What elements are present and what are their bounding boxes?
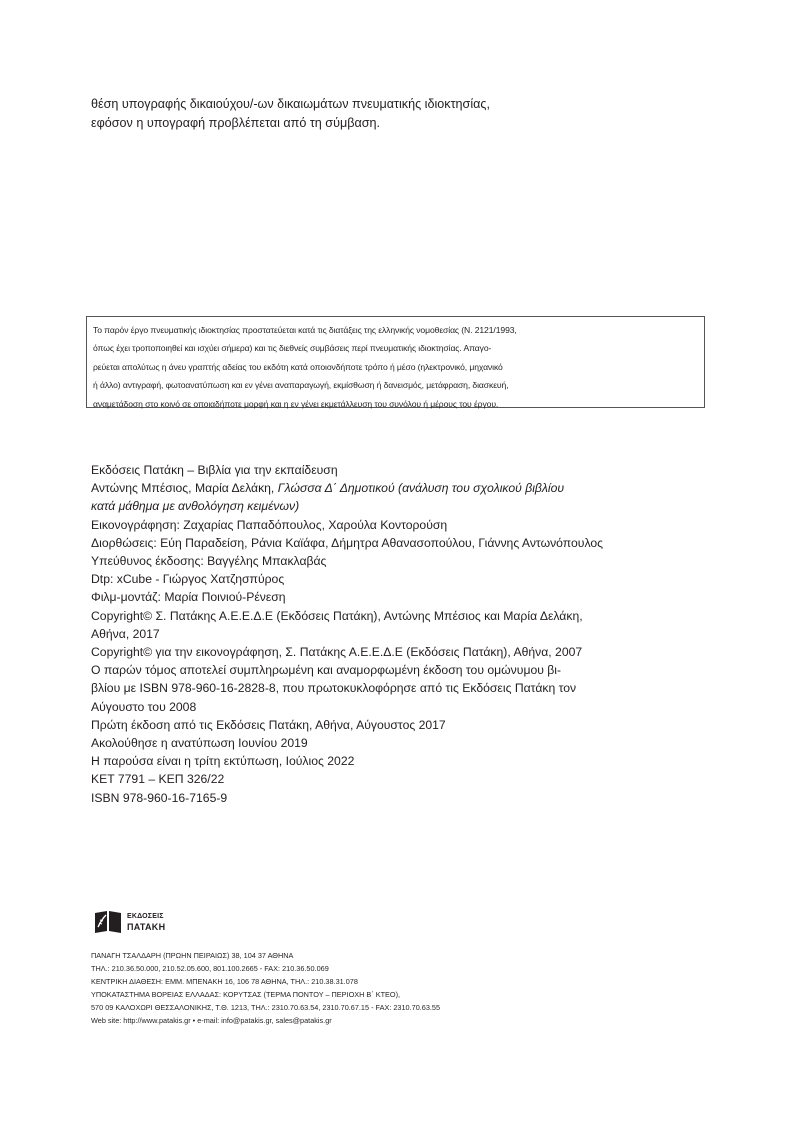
edition-note: Ο παρών τόμος αποτελεί συμπληρωμένη και αναμορφωμένη έκδοση του ομώνυμου βι-: [91, 663, 562, 678]
web-contact-line: Web site: http://www.patakis.gr • e-mail: info@patakis.gr, sales@patakis.gr: [91, 1016, 332, 1026]
first-edition: Πρώτη έκδοση από τις Εκδόσεις Πατάκη, Αθήνα, Αύγουστος 2017: [91, 717, 446, 732]
catalog-codes: ΚΕΤ 7791 – ΚΕΠ 326/22: [91, 772, 225, 787]
note-line: θέση υπογραφής δικαιούχου/-ων δικαιωμάτων πνευματικής ιδιοκτησίας,: [91, 97, 490, 111]
illustration-credit: Εικονογράφηση: Ζαχαρίας Παπαδόπουλος, Χαρούλα Κοντορούση: [91, 517, 448, 532]
book-title-continued: κατά μάθημα με ανθολόγηση κειμένων): [91, 499, 300, 514]
note-line: εφόσον η υπογραφή προβλέπεται από τη σύμβαση.: [91, 116, 381, 130]
illustration-copyright: Copyright© για την εικονογράφηση, Σ. Πατάκης Α.Ε.Ε.Δ.Ε (Εκδόσεις Πατάκη), Αθήνα, 2007: [91, 645, 583, 660]
publication-credits: [91, 461, 731, 807]
publisher-address: [91, 949, 711, 1028]
notice-line: Το παρόν έργο πνευματικής ιδιοκτησίας προστατεύεται κατά τις διατάξεις της ελληνικής νομοθεσίας (Ν. 2121/1993,: [93, 325, 517, 335]
notice-line: αναμετάδοση στο κοινό σε οποιαδήποτε μορφή και η εν γένει εκμετάλλευση του συνόλου ή μέρους του έργου.: [93, 398, 499, 409]
current-printing: Η παρούσα είναι η τρίτη εκτύπωση, Ιούλιος 2022: [91, 754, 355, 769]
authors-title-line: [91, 479, 731, 497]
logo-text-line2: ΠΑΤΑΚΗ: [127, 922, 166, 932]
address-line: ΠΑΝΑΓΗ ΤΣΑΛΔΑΡΗ (ΠΡΩΗΝ ΠΕΙΡΑΙΩΣ) 38, 104 37 ΑΘΗΝΑ: [91, 951, 294, 960]
reprint-note: Ακολούθησε η ανατύπωση Ιουνίου 2019: [91, 736, 308, 751]
dtp-credit: Dtp: xCube - Γιώργος Χατζησπύρος: [91, 572, 285, 587]
publisher-book-emblem-icon: [93, 909, 123, 935]
phone-line: ΤΗΛ.: 210.36.50.000, 210.52.05.600, 801.100.2665 - FAX: 210.36.50.069: [91, 964, 329, 974]
branch-line: ΥΠΟΚΑΤΑΣΤΗΜΑ ΒΟΡΕΙΑΣ ΕΛΛΑΔΑΣ: ΚΟΡΥΤΣΑΣ (ΤΕΡΜΑ ΠΟΝΤΟΥ – ΠΕΡΙΟΧΗ Β΄ ΚΤΕΟ),: [91, 990, 401, 1000]
notice-line: ή άλλο) αντιγραφή, φωτοανατύπωση και εν γένει αναπαραγωγή, εκμίσθωση ή δανεισμός, μετάφραση, διασκευή,: [93, 380, 509, 391]
distribution-line: ΚΕΝΤΡΙΚΗ ΔΙΑΘΕΣΗ: ΕΜΜ. ΜΠΕΝΑΚΗ 16, 106 78 ΑΘΗΝΑ, ΤΗΛ.: 210.38.31.078: [91, 977, 358, 987]
edition-note: Αύγουστο του 2008: [91, 699, 197, 714]
copyright-notice-box: [86, 316, 705, 408]
isbn: ISBN 978-960-16-7165-9: [91, 790, 228, 805]
book-title: Γλώσσα Δ΄ Δημοτικού (ανάλυση του σχολικού βιβλίου: [277, 481, 565, 496]
edition-note: βλίου με ISBN 978-960-16-2828-8, που πρωτοκυκλοφόρησε από τις Εκδόσεις Πατάκη τον: [91, 681, 577, 696]
copyright-line: Αθήνα, 2017: [91, 626, 160, 641]
copyright-line: Copyright© Σ. Πατάκης Α.Ε.Ε.Δ.Ε (Εκδόσεις Πατάκη), Αντώνης Μπέσιος και Μαρία Δελάκη,: [91, 608, 583, 623]
notice-line: όπως έχει τροποποιηθεί και ισχύει σήμερα) και τις διεθνείς συμβάσεις περί πνευματικής ιδιοκτησίας. Απαγο-: [93, 343, 492, 354]
authors: Αντώνης Μπέσιος, Μαρία Δελάκη,: [91, 481, 278, 496]
editor-credit: Υπεύθυνος έκδοσης: Βαγγέλης Μπακλαβάς: [91, 554, 327, 569]
film-credit: Φιλμ-μοντάζ: Μαρία Ποινιού-Ρένεση: [91, 590, 286, 605]
proofreading-credit: Διορθώσεις: Εύη Παραδείση, Ράνια Καϊάφα, Δήμητρα Αθανασοπούλου, Γιάννης Αντωνόπουλος: [91, 535, 604, 550]
publisher-logo: [93, 907, 173, 937]
signature-placement-note: [91, 95, 711, 133]
notice-line: ρεύεται απολύτως η άνευ γραπτής αδείας του εκδότη κατά οποιονδήποτε τρόπο ή μέσο (ηλεκτρονικό, μηχανικό: [93, 361, 503, 372]
series-line: Εκδόσεις Πατάκη – Βιβλία για την εκπαίδευση: [91, 463, 338, 477]
branch-address-line: 570 09 ΚΑΛΟΧΩΡΙ ΘΕΣΣΑΛΟΝΙΚΗΣ, Τ.Θ. 1213, ΤΗΛ.: 2310.70.63.54, 2310.70.67.15 - FAX: 2310.70.63.55: [91, 1003, 441, 1013]
logo-text-line1: ΕΚΔΟΣΕΙΣ: [127, 913, 164, 920]
